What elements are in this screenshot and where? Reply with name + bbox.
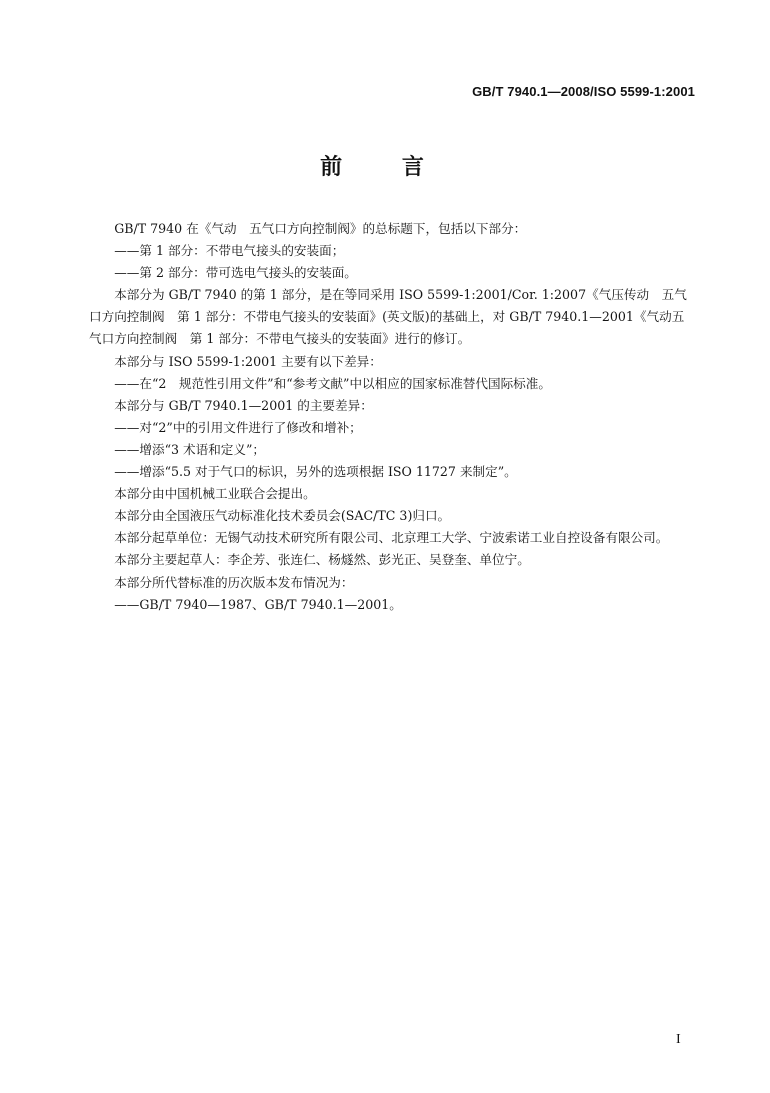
- list-item: ——增添“5.5 对于气口的标识，另外的选项根据 ISO 11727 来制定”。: [114, 464, 517, 480]
- list-item: ——第 2 部分：带可选电气接头的安装面。: [114, 265, 357, 281]
- paragraph: 本部分由中国机械工业联合会提出。: [114, 486, 316, 502]
- paragraph: GB/T 7940 在《气动 五气口方向控制阀》的总标题下，包括以下部分：: [114, 221, 527, 236]
- paragraph: 本部分为 GB/T 7940 的第 1 部分，是在等同采用 ISO 5599-1:2001/Cor. 1:2007《气压传动 五气口方向控制阀 第 1 部分：不带电气接头的安装面》(英文版)的基础上，对 GB/T 7940.1—2001《气动五气口方向控制阀 第 1 部分：不带电气接头的安装面》进行的修订。: [89, 287, 687, 347]
- list-item: ——GB/T 7940—1987、GB/T 7940.1—2001。: [114, 596, 402, 612]
- paragraph: 本部分由全国液压气动标准化技术委员会(SAC/TC 3)归口。: [114, 508, 451, 524]
- paragraph: 本部分与 GB/T 7940.1—2001 的主要差异：: [114, 397, 373, 413]
- foreword-body: [89, 218, 694, 616]
- list-item: ——第 1 部分：不带电气接头的安装面；: [114, 243, 345, 259]
- list-item: ——在“2 规范性引用文件”和“参考文献”中以相应的国家标准替代国际标准。: [114, 375, 551, 391]
- standard-code-header: GB/T 7940.1—2008/ISO 5599-1:2001: [472, 84, 695, 99]
- list-item: ——对“2”中的引用文件进行了修改和增补；: [114, 419, 362, 435]
- paragraph: 本部分起草单位：无锡气动技术研究所有限公司、北京理工大学、宁波索诺工业自控设备有限公司。: [114, 530, 669, 546]
- list-item: ——增添“3 术语和定义”；: [114, 441, 266, 457]
- paragraph: 本部分所代替标准的历次版本发布情况为：: [114, 574, 354, 590]
- paragraph: 本部分主要起草人：李企芳、张连仁、杨燧然、彭光正、吴登奎、单位宁。: [114, 552, 530, 568]
- page-number: I: [676, 1032, 681, 1047]
- paragraph: 本部分与 ISO 5599-1:2001 主要有以下差异：: [114, 353, 382, 369]
- page-title: 前 言: [320, 155, 450, 180]
